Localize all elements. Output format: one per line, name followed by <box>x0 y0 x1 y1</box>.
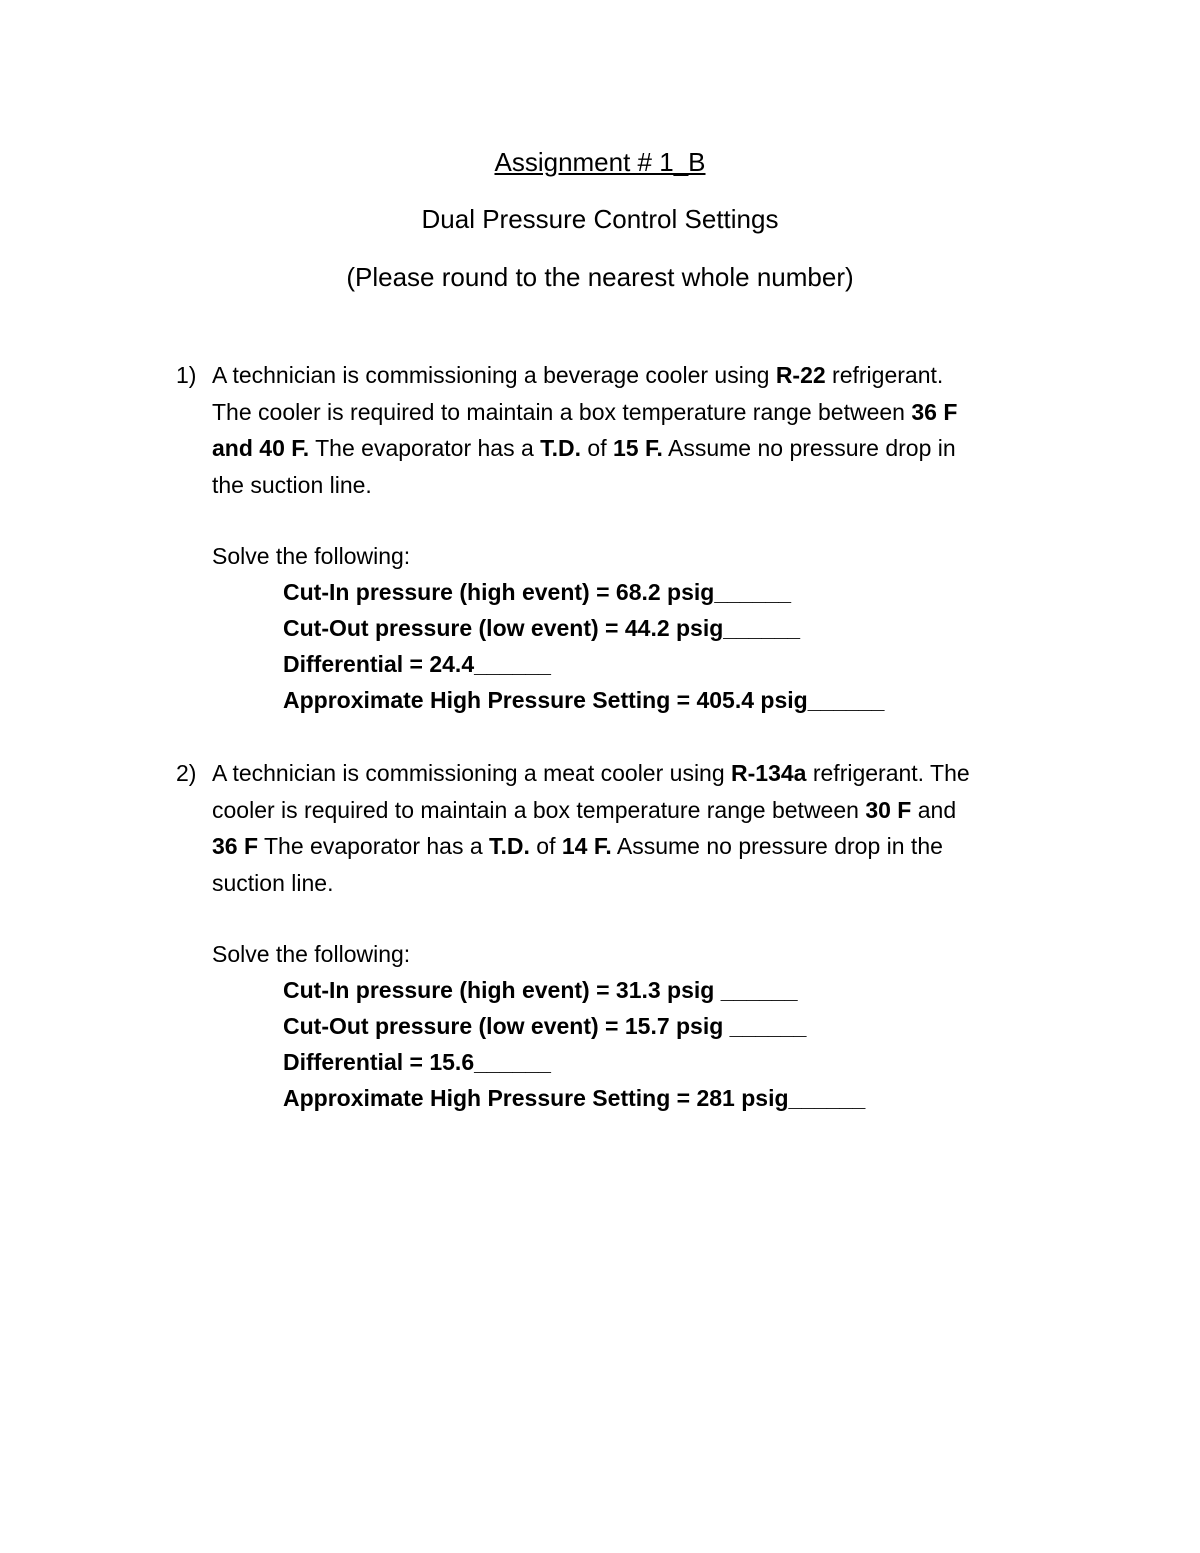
td-value: 15 F. <box>613 435 663 461</box>
question-text-segment: of <box>529 833 562 859</box>
answer-high-pressure: Approximate High Pressure Setting = 281 psig______ <box>283 1085 866 1111</box>
question-text-segment: cooler is required to maintain a box temperature range between <box>212 796 866 823</box>
answer-differential: Differential = 15.6______ <box>283 1049 551 1075</box>
answer-cut-out: Cut-Out pressure (low event) = 44.2 psig______ <box>283 615 801 641</box>
question-1-line-2 <box>212 394 1062 431</box>
question-text-segment: Assume no pressure drop in <box>662 435 956 461</box>
question-text-segment: The cooler is required to maintain a box temperature range between <box>212 398 912 425</box>
question-1-line-4 <box>212 467 1062 504</box>
temperature-value: and 40 F. <box>212 435 310 461</box>
question-1-number: 1) <box>176 362 197 388</box>
question-2-text <box>212 755 1062 901</box>
answer-cut-in: Cut-In pressure (high event) = 68.2 psig______ <box>283 579 792 605</box>
question-text-segment: A technician is commissioning a meat cooler using <box>212 760 732 786</box>
question-1-line-1 <box>212 357 1062 394</box>
temperature-value: 30 F <box>865 796 912 823</box>
refrigerant-type: R-134a <box>731 760 807 786</box>
td-value: 14 F. <box>561 833 612 859</box>
page-subtitle: Dual Pressure Control Settings <box>421 204 779 234</box>
question-1-answers <box>283 574 884 718</box>
question-text-segment: and <box>911 796 957 823</box>
question-text-segment: refrigerant. The <box>806 760 970 786</box>
question-1-solve-label: Solve the following: <box>212 543 411 569</box>
question-text-segment: of <box>581 435 614 461</box>
question-text-segment: refrigerant. <box>825 362 944 388</box>
question-text-segment: suction line. <box>212 869 334 896</box>
temperature-value: 36 F <box>911 398 958 425</box>
question-2-line-1 <box>212 755 1062 792</box>
temperature-value: 36 F <box>212 833 259 859</box>
question-text-segment: Assume no pressure drop in the <box>611 833 943 859</box>
question-2-line-4 <box>212 865 1062 902</box>
answer-high-pressure: Approximate High Pressure Setting = 405.4 psig______ <box>283 687 885 713</box>
question-text-segment: The evaporator has a <box>258 833 490 859</box>
question-2-answers <box>283 972 865 1116</box>
question-2-line-2 <box>212 792 1062 829</box>
question-text-segment: the suction line. <box>212 471 372 498</box>
question-1-line-3 <box>212 430 1062 467</box>
td-label: T.D. <box>489 833 530 859</box>
question-text-segment: The evaporator has a <box>309 435 541 461</box>
answer-cut-in: Cut-In pressure (high event) = 31.3 psig ______ <box>283 977 798 1003</box>
td-label: T.D. <box>540 435 582 461</box>
question-text-segment: A technician is commissioning a beverage cooler using <box>212 362 776 388</box>
question-1-text <box>212 357 1062 503</box>
question-2-line-3 <box>212 828 1062 865</box>
answer-cut-out: Cut-Out pressure (low event) = 15.7 psig ______ <box>283 1013 807 1039</box>
rounding-note: (Please round to the nearest whole number) <box>346 262 854 292</box>
refrigerant-type: R-22 <box>775 362 826 388</box>
page-title: Assignment # 1_B <box>494 147 706 177</box>
question-2-solve-label: Solve the following: <box>212 941 411 967</box>
answer-differential: Differential = 24.4______ <box>283 651 551 677</box>
question-2-number: 2) <box>176 760 197 786</box>
